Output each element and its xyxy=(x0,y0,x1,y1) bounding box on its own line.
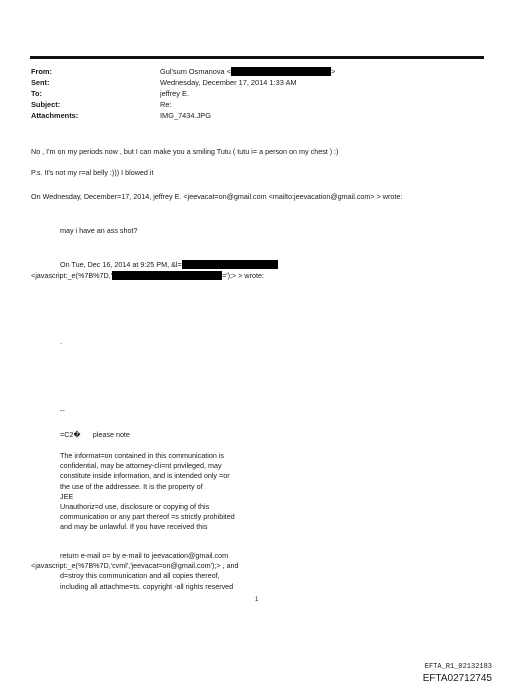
quoted-header-wrote: =');> > wrote: xyxy=(222,271,264,280)
note-text: please note xyxy=(92,430,130,439)
dot-line: . xyxy=(60,337,62,346)
disclaimer-paragraph-2 xyxy=(31,551,239,592)
disclaimer-line: communication or any part thereof =s strictly prohibited xyxy=(60,512,235,522)
redaction-box xyxy=(112,271,222,280)
body-line-2: P.s. It's not my r=al belly :))) I blowed it xyxy=(31,168,154,177)
disclaimer-line: the use of the addressee. It is the property of xyxy=(60,481,203,491)
body-line-3: On Wednesday, December=17, 2014, jeffrey E. <jeevacat=on@gmail.com <mailto:jeevacation@gmail.com> > wrote: xyxy=(31,192,403,201)
bates-number-1: EFTA_R1_02132183 xyxy=(424,663,492,671)
page-number: 1 xyxy=(255,597,259,603)
to-value: jeffrey E. xyxy=(160,89,190,98)
from-name: Gul'sum Osmanova < xyxy=(160,67,232,76)
note-code: =C2� xyxy=(60,430,81,439)
disclaimer-line: including all attachme=ts. copyright -all rights reserved xyxy=(60,581,234,591)
header-rule xyxy=(30,56,484,59)
from-label: From: xyxy=(31,67,52,76)
quoted-line: may i have an ass shot? xyxy=(60,226,138,235)
attachments-label: Attachments: xyxy=(31,111,79,120)
disclaimer-line: d=stroy this communication and all copies thereof, xyxy=(60,571,220,581)
bates-number-2: EFTA02712745 xyxy=(422,673,492,684)
subject-label: Subject: xyxy=(31,100,61,109)
disclaimer-paragraph-1 xyxy=(60,451,235,533)
disclaimer-line: return e-mail o= by e-mail to jeevacation@gmail.com xyxy=(60,551,229,560)
disclaimer-line: confidential, may be attorney-cli=nt privileged, may xyxy=(60,461,222,471)
dash-line: -- xyxy=(60,406,65,415)
quoted-header-1 xyxy=(60,260,278,270)
quoted-header-js: <javascript:_e(%7B%7D,' xyxy=(31,271,113,280)
subject-value: Re: xyxy=(160,100,172,109)
sent-label: Sent: xyxy=(31,78,50,87)
disclaimer-line: The informat=on contained in this communication is xyxy=(60,451,224,460)
from-tail: > xyxy=(331,67,336,76)
redaction-box xyxy=(231,67,331,76)
note-line xyxy=(60,430,130,440)
disclaimer-line: <javascript:_e(%7B%7D,'cvml','jeevacat=on@gmail.com');> , and xyxy=(31,561,239,571)
quoted-header-text: On Tue, Dec 16, 2014 at 9:25 PM, &l= xyxy=(60,260,182,269)
attachments-value: IMG_7434.JPG xyxy=(160,111,211,120)
to-label: To: xyxy=(31,89,42,98)
disclaimer-line: Unauthoriz=d use, disclosure or copying of this xyxy=(60,502,210,512)
disclaimer-line: constitute inside information, and is intended only =or xyxy=(60,471,230,481)
sent-value: Wednesday, December 17, 2014 1:33 AM xyxy=(160,78,297,87)
quoted-header-2 xyxy=(31,271,264,281)
disclaimer-line: JEE xyxy=(60,491,74,501)
from-value xyxy=(160,66,335,77)
redaction-box xyxy=(182,260,278,269)
disclaimer-line: and may be unlawful. If you have received this xyxy=(60,522,208,532)
body-line-1: No , I'm on my periods now , but I can make you a smiling Tutu ( tutu i= a person on my chest ) :) xyxy=(31,147,339,156)
